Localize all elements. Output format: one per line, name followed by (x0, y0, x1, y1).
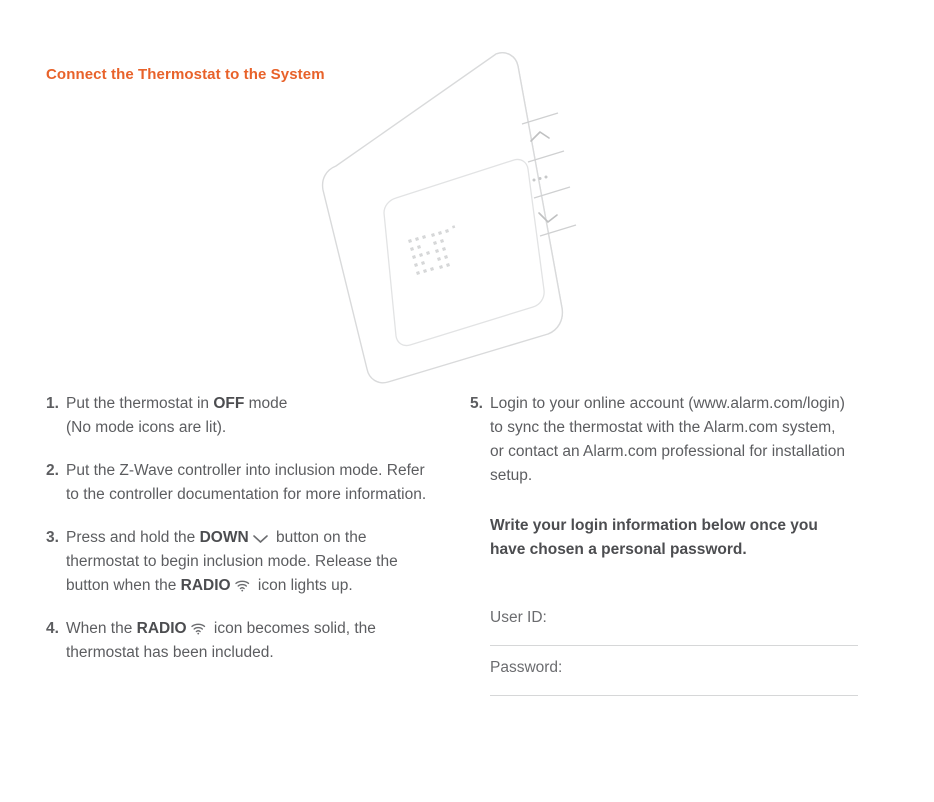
password-field[interactable] (490, 646, 858, 696)
chevron-down-icon (252, 534, 269, 544)
step-emphasis-off: OFF (213, 395, 245, 412)
chevron-up-icon (531, 132, 549, 141)
step-text-part: Put the thermostat in (66, 395, 214, 412)
step-item-2 (46, 459, 438, 507)
right-column (470, 392, 850, 696)
step-number: 3. (46, 529, 59, 546)
step-text-part: icon becomes solid, the thermostat has been included. (66, 620, 376, 661)
step-number: 1. (46, 395, 59, 412)
step-emphasis-radio: RADIO (136, 620, 187, 637)
thermostat-illustration (300, 40, 620, 390)
step-emphasis-down: DOWN (199, 529, 249, 546)
step-item-1 (46, 392, 438, 440)
step-item-4 (46, 617, 438, 665)
user-id-label: User ID: (490, 609, 547, 626)
password-label: Password: (490, 659, 563, 676)
step-text: Login to your online account (www.alarm.com/login) to sync the thermostat with the Alarm.com system, or contact an Alarm.com professional for installation setup. (490, 395, 845, 484)
step-text-part: When the (66, 620, 137, 637)
step-number: 5. (470, 395, 483, 412)
page-title: Connect the Thermostat to the System (46, 66, 325, 83)
step-text-part: icon lights up. (253, 577, 353, 594)
step-item-5 (470, 392, 850, 488)
radio-wifi-icon (190, 622, 207, 635)
left-column (46, 392, 438, 684)
login-note: Write your login information below once you have chosen a personal password. (490, 517, 818, 558)
step-number: 2. (46, 462, 59, 479)
step-item-3 (46, 526, 438, 598)
step-emphasis-radio: RADIO (180, 577, 231, 594)
step-number: 4. (46, 620, 59, 637)
step-text-part: mode (244, 395, 288, 412)
step-text-part: button on the thermostat to begin inclusion mode. Release the button when the (66, 529, 398, 594)
step-text-part: (No mode icons are lit). (66, 419, 227, 436)
step-text: Put the Z-Wave controller into inclusion mode. Refer to the controller documentation for more information. (66, 462, 427, 503)
radio-wifi-icon (234, 579, 251, 592)
step-text-part: Press and hold the (66, 529, 200, 546)
user-id-field[interactable] (490, 596, 858, 646)
